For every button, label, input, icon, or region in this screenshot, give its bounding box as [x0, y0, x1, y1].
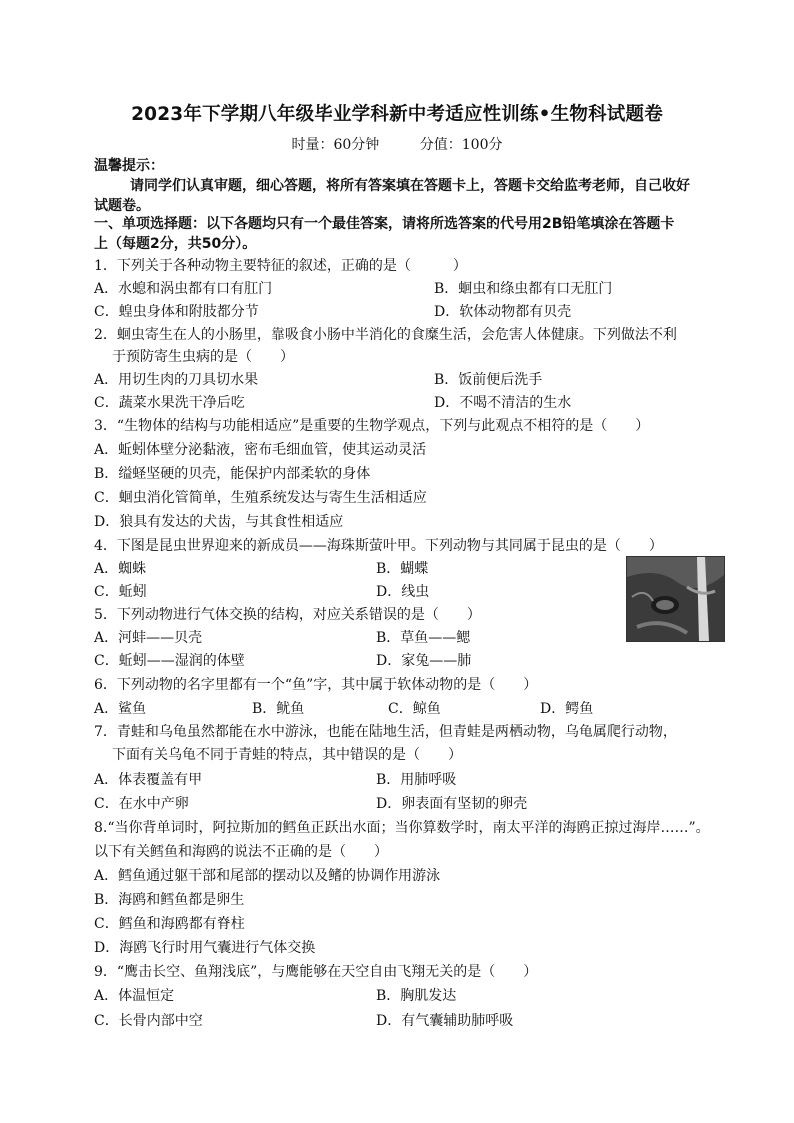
question-4-option-b: B．蝴蝶	[376, 561, 429, 577]
question-8-option-a: A．鳕鱼通过躯干部和尾部的摆动以及鳍的协调作用游泳	[94, 868, 441, 884]
question-8-stem-1: 8.“当你背单词时，阿拉斯加的鳕鱼正跃出水面；当你算数学时，南太平洋的海鸥正掠过海岸……”。	[94, 820, 710, 836]
question-9-stem: 9．“鹰击长空、鱼翔浅底”，与鹰能够在天空自由飞翔无关的是（ ）	[94, 964, 538, 980]
question-3-option-b: B．缢蛏坚硬的贝壳，能保护内部柔软的身体	[94, 466, 371, 482]
question-5-option-d: D．家兔——肺	[376, 653, 472, 669]
question-3-option-a: A．蚯蚓体壁分泌黏液，密布毛细血管，使其运动灵活	[94, 442, 427, 458]
question-4-option-a: A．蜘蛛	[94, 561, 147, 577]
question-1-option-a: A．水螅和涡虫都有口有肛门	[94, 281, 273, 297]
tips-line-2: 试题卷。	[94, 198, 150, 214]
question-7-stem-2: 下面有关乌龟不同于青蛙的特点，其中错误的是（ ）	[112, 747, 462, 763]
leaf-beetle-image	[627, 557, 724, 641]
question-7-option-a: A．体表覆盖有甲	[94, 772, 203, 788]
question-5-option-b: B．草鱼——鳃	[376, 630, 471, 646]
time-limit: 时量：60分钟	[291, 137, 380, 153]
question-5-stem: 5．下列动物进行气体交换的结构，对应关系错误的是（ ）	[94, 607, 481, 623]
question-3-stem: 3．“生物体的结构与功能相适应”是重要的生物学观点，下列与此观点不相符的是（ ）	[94, 418, 650, 434]
question-8-option-c: C．鳕鱼和海鸥都有脊柱	[94, 916, 245, 932]
question-9-option-b: B．胸肌发达	[376, 988, 457, 1004]
question-9-option-d: D．有气囊辅助肺呼吸	[376, 1013, 514, 1029]
question-6-option-b: B．鱿鱼	[252, 701, 305, 717]
question-3-option-c: C．蛔虫消化管简单，生殖系统发达与寄生生活相适应	[94, 490, 427, 506]
leaf-beetle-photo	[626, 556, 725, 642]
question-6-stem: 6．下列动物的名字里都有一个“鱼”字，其中属于软体动物的是（ ）	[94, 677, 538, 693]
question-9-option-a: A．体温恒定	[94, 988, 175, 1004]
question-6-option-c: C．鲸鱼	[388, 701, 441, 717]
question-7-stem-1: 7．青蛙和乌龟虽然都能在水中游泳，也能在陆地生活，但青蛙是两栖动物，乌龟属爬行动物，	[94, 724, 677, 740]
section-heading-1: 一、单项选择题：以下各题均只有一个最佳答案，请将所选答案的代号用2B铅笔填涂在答题卡	[94, 216, 675, 232]
question-4-option-c: C．蚯蚓	[94, 584, 147, 600]
question-6-option-a: A．鲨鱼	[94, 701, 147, 717]
question-2-option-a: A．用切生肉的刀具切水果	[94, 372, 259, 388]
question-4-option-d: D．线虫	[376, 584, 430, 600]
tips-line-1: 请同学们认真审题，细心答题，将所有答案填在答题卡上，答题卡交给监考老师，自己收好	[130, 178, 690, 194]
question-2-option-b: B．饭前便后洗手	[434, 372, 543, 388]
question-5-option-a: A．河蚌——贝壳	[94, 630, 203, 646]
question-5-option-c: C．蚯蚓——湿润的体壁	[94, 653, 245, 669]
question-7-option-b: B．用肺呼吸	[376, 772, 457, 788]
question-1-option-b: B．蛔虫和绦虫都有口无肛门	[434, 281, 613, 297]
exam-title: 2023年下学期八年级毕业学科新中考适应性训练•生物科试题卷	[131, 104, 663, 125]
question-1-option-c: C．蝗虫身体和附肢都分节	[94, 304, 259, 320]
question-6-option-d: D．鳄鱼	[540, 701, 594, 717]
question-8-option-b: B．海鸥和鳕鱼都是卵生	[94, 892, 245, 908]
question-1-stem: 1．下列关于各种动物主要特征的叙述，正确的是（ ）	[94, 258, 467, 274]
question-7-option-d: D．卵表面有坚韧的卵壳	[376, 796, 528, 812]
question-2-option-d: D．不喝不清洁的生水	[434, 395, 572, 411]
question-9-option-c: C．长骨内部中空	[94, 1013, 203, 1029]
question-8-stem-2: 以下有关鳕鱼和海鸥的说法不正确的是（ ）	[94, 844, 388, 860]
question-2-stem-1: 2．蛔虫寄生在人的小肠里，靠吸食小肠中半消化的食糜生活，会危害人体健康。下列做法不利	[94, 327, 677, 343]
total-score: 分值：100分	[419, 137, 503, 153]
question-7-option-c: C．在水中产卵	[94, 796, 189, 812]
question-2-option-c: C．蔬菜水果洗干净后吃	[94, 395, 245, 411]
exam-meta	[0, 134, 794, 154]
question-2-stem-2: 于预防寄生虫病的是（ ）	[112, 349, 294, 365]
question-4-stem: 4．下图是昆虫世界迎来的新成员——海珠斯萤叶甲。下列动物与其同属于昆虫的是（ ）	[94, 538, 663, 554]
tips-label: 温馨提示：	[94, 158, 164, 174]
question-1-option-d: D．软体动物都有贝壳	[434, 304, 572, 320]
question-8-option-d: D．海鸥飞行时用气囊进行气体交换	[94, 940, 316, 956]
question-3-option-d: D．狼具有发达的犬齿，与其食性相适应	[94, 514, 344, 530]
section-heading-2: 上（每题2分，共50分）。	[94, 236, 257, 252]
